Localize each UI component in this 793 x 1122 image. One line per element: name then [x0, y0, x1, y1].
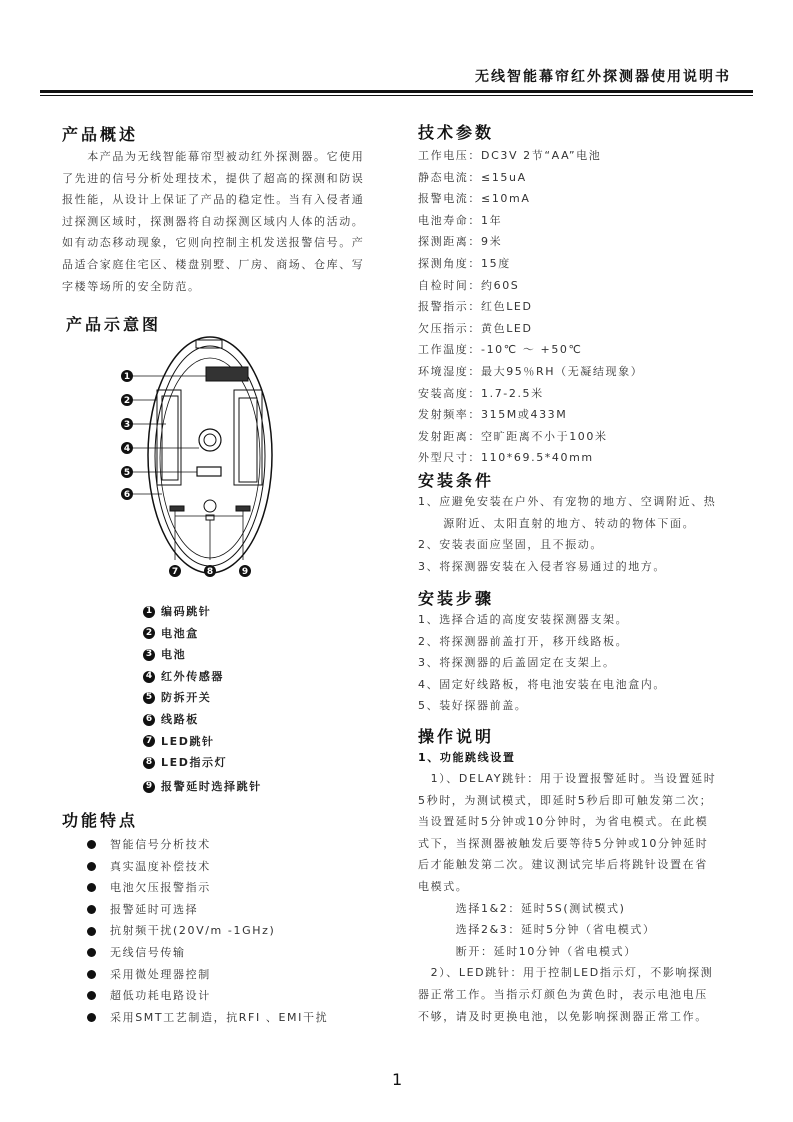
features-list: [87, 834, 328, 1028]
line: 断开：延时10分钟（省电模式）: [418, 944, 637, 958]
spec-item: 发射距离：空旷距离不小于100米: [418, 429, 608, 443]
conditions-list: [418, 491, 716, 577]
line: 如有动态移动现象，它则向控制主机发送报警信号。产: [62, 236, 365, 250]
specs-heading: 技术参数: [418, 123, 495, 142]
features-heading: 功能特点: [62, 811, 139, 830]
number-badge-icon: 7: [143, 735, 155, 747]
legend-label: 红外传感器: [161, 669, 224, 683]
legend-label: 线路板: [161, 712, 199, 726]
feature-text: 电池欠压报警指示: [110, 881, 211, 895]
delay-jumper: [236, 506, 250, 511]
pir-sensor: [199, 429, 221, 451]
line: 过探测区域时，探测器将自动探测区域内人体的活动。: [62, 214, 365, 228]
spec-item: 工作温度：-10℃ ～ +50℃: [418, 343, 583, 357]
bullet-icon: [87, 991, 96, 1000]
bullet-icon: [87, 905, 96, 914]
feature-text: 无线信号传输: [110, 945, 186, 959]
spec-item: 电池寿命：1年: [418, 213, 503, 227]
spec-item: 静态电流：≤15uA: [418, 170, 527, 184]
page-number: 1: [392, 1070, 403, 1089]
feature-item: [87, 834, 328, 856]
steps-list: [418, 609, 666, 717]
number-badge-icon: 5: [143, 692, 155, 704]
overview-heading: 产品概述: [62, 125, 139, 144]
marker-4: 4: [123, 444, 131, 454]
legend-item: [143, 709, 262, 731]
legend-label: 电池: [161, 648, 187, 662]
legend-label: 电池盒: [161, 626, 199, 640]
spec-item: 探测角度：15度: [418, 256, 511, 270]
tamper-switch: [197, 467, 221, 476]
led-indicator: [204, 500, 216, 512]
bullet-icon: [87, 862, 96, 871]
spec-item: 发射频率：315M或433M: [418, 408, 568, 422]
feature-item: [87, 942, 328, 964]
line: 式下，当探测器被触发后要等待5分钟或10分钟延时: [418, 836, 709, 850]
condition-line: 3、将探测器安装在入侵者容易通过的地方。: [418, 559, 666, 573]
legend-label: 防拆开关: [161, 691, 212, 705]
line: 当设置延时5分钟或10分钟时，为省电模式。在此模: [418, 815, 709, 829]
operation-paragraph: [418, 768, 716, 1027]
number-badge-icon: 1: [143, 606, 155, 618]
operation-subheading: 1、功能跳线设置: [418, 751, 516, 764]
document-title: 无线智能幕帘红外探测器使用说明书: [475, 69, 731, 85]
feature-item: [87, 985, 328, 1007]
marker-5: 5: [123, 468, 131, 478]
legend-item: [143, 776, 262, 798]
diagram-legend: [143, 601, 262, 797]
marker-6: 6: [123, 490, 131, 500]
bullet-icon: [87, 970, 96, 979]
feature-item: [87, 920, 328, 942]
number-badge-icon: 8: [143, 757, 155, 769]
operation-heading: 操作说明: [418, 727, 495, 746]
feature-text: 抗射频干扰(20V/m -1GHz): [110, 924, 276, 938]
marker-1: 1: [123, 372, 131, 382]
line: 字楼等场所的安全防范。: [62, 279, 201, 293]
marker-8: 8: [206, 567, 214, 577]
bullet-icon: [87, 1013, 96, 1022]
spec-item: 欠压指示：黄色LED: [418, 321, 533, 335]
line: 器正常工作。当指示灯颜色为黄色时，表示电池电压: [418, 987, 708, 1001]
feature-item: [87, 856, 328, 878]
step-item: 2、将探测器前盖打开，移开线路板。: [418, 634, 629, 648]
legend-item: [143, 666, 262, 688]
feature-item: [87, 964, 328, 986]
line: 后才能触发第二次。建议测试完毕后将跳针设置在省: [418, 858, 708, 872]
specs-list: [418, 145, 643, 469]
condition-line: 1、应避免安装在户外、有宠物的地方、空调附近、热: [418, 495, 717, 508]
feature-text: 超低功耗电路设计: [110, 989, 211, 1003]
spec-item: 报警电流：≤10mA: [418, 192, 531, 206]
step-item: 4、固定好线路板，将电池安装在电池盒内。: [418, 677, 666, 691]
line: 选择2&3：延时5分钟（省电模式）: [418, 923, 656, 937]
feature-text: 采用微处理器控制: [110, 967, 211, 981]
bullet-icon: [87, 840, 96, 849]
feature-text: 真实温度补偿技术: [110, 859, 211, 873]
conditions-heading: 安装条件: [418, 471, 495, 490]
spec-item: 安装高度：1.7-2.5米: [418, 386, 544, 400]
battery-box-right: [234, 390, 262, 485]
feature-item: [87, 1007, 328, 1029]
line: 选择1&2：延时5S(测试模式): [418, 901, 626, 915]
spec-item: 外型尺寸：110*69.5*40mm: [418, 451, 594, 465]
line: 2）、LED跳针：用于控制LED指示灯，不影响探测: [418, 966, 714, 980]
step-item: 3、将探测器的后盖固定在支架上。: [418, 656, 616, 670]
step-item: 5、装好探器前盖。: [418, 699, 528, 713]
condition-line: 源附近、太阳直射的地方、转动的物体下面。: [418, 516, 696, 530]
spec-item: 工作电压：DC3V 2节“AA”电池: [418, 149, 602, 162]
bullet-icon: [87, 948, 96, 957]
line: 了先进的信号分析处理技术，提供了超高的探测和防误: [62, 171, 365, 185]
line: 不够，请及时更换电池，以免影响探测器正常工作。: [418, 1009, 708, 1023]
spec-item: 环境湿度：最大95％RH（无凝结现象）: [418, 364, 644, 378]
spec-item: 探测距离：9米: [418, 235, 503, 249]
bullet-icon: [87, 883, 96, 892]
number-badge-icon: 4: [143, 671, 155, 683]
marker-2: 2: [123, 396, 131, 406]
legend-label: 报警延时选择跳针: [161, 779, 262, 793]
steps-heading: 安装步骤: [418, 589, 495, 608]
number-badge-icon: 3: [143, 649, 155, 661]
battery-left: [162, 396, 178, 480]
marker-3: 3: [123, 420, 131, 430]
number-badge-icon: 9: [143, 781, 155, 793]
feature-text: 报警延时可选择: [110, 902, 199, 916]
feature-text: 采用SMT工艺制造，抗RFI 、EMI干扰: [110, 1010, 329, 1024]
marker-7: 7: [171, 567, 179, 577]
spec-item: 自检时间：约60S: [418, 278, 520, 292]
line: 本产品为无线智能幕帘型被动红外探测器。它使用: [62, 150, 365, 163]
line: 电模式。: [418, 879, 469, 893]
feature-item: [87, 899, 328, 921]
legend-item: [143, 644, 262, 666]
spec-item: 报警指示：红色LED: [418, 300, 533, 314]
line: 1）、DELAY跳针：用于设置报警延时。当设置延时: [418, 772, 717, 785]
number-badge-icon: 6: [143, 714, 155, 726]
diagram-heading: 产品示意图: [66, 315, 162, 334]
bullet-icon: [87, 927, 96, 936]
line: 5秒时，为测试模式，即延时5秒后即可触发第二次；: [418, 793, 713, 807]
header-rule-thin: [40, 95, 753, 96]
feature-item: [87, 877, 328, 899]
legend-item: [143, 623, 262, 645]
step-item: 1、选择合适的高度安装探测器支架。: [418, 613, 629, 626]
overview-paragraph: [62, 146, 364, 297]
marker-9: 9: [241, 567, 249, 577]
legend-item: [143, 731, 262, 753]
product-diagram: [110, 330, 290, 590]
code-jumper: [206, 367, 248, 381]
legend-item: [143, 687, 262, 709]
line: 报性能，从设计上保证了产品的稳定性。当有入侵者通: [62, 193, 365, 207]
legend-label: 编码跳针: [161, 605, 212, 618]
legend-label: LED跳针: [161, 734, 215, 748]
line: 品适合家庭住宅区、楼盘别墅、厂房、商场、仓库、写: [62, 257, 365, 271]
condition-line: 2、安装表面应坚固，且不振动。: [418, 538, 603, 552]
legend-item: [143, 752, 262, 774]
feature-text: 智能信号分析技术: [110, 838, 211, 851]
led-jumper: [170, 506, 184, 511]
header-rule-thick: [40, 90, 753, 93]
legend-label: LED指示灯: [161, 756, 228, 770]
legend-item: [143, 601, 262, 623]
number-badge-icon: 2: [143, 627, 155, 639]
